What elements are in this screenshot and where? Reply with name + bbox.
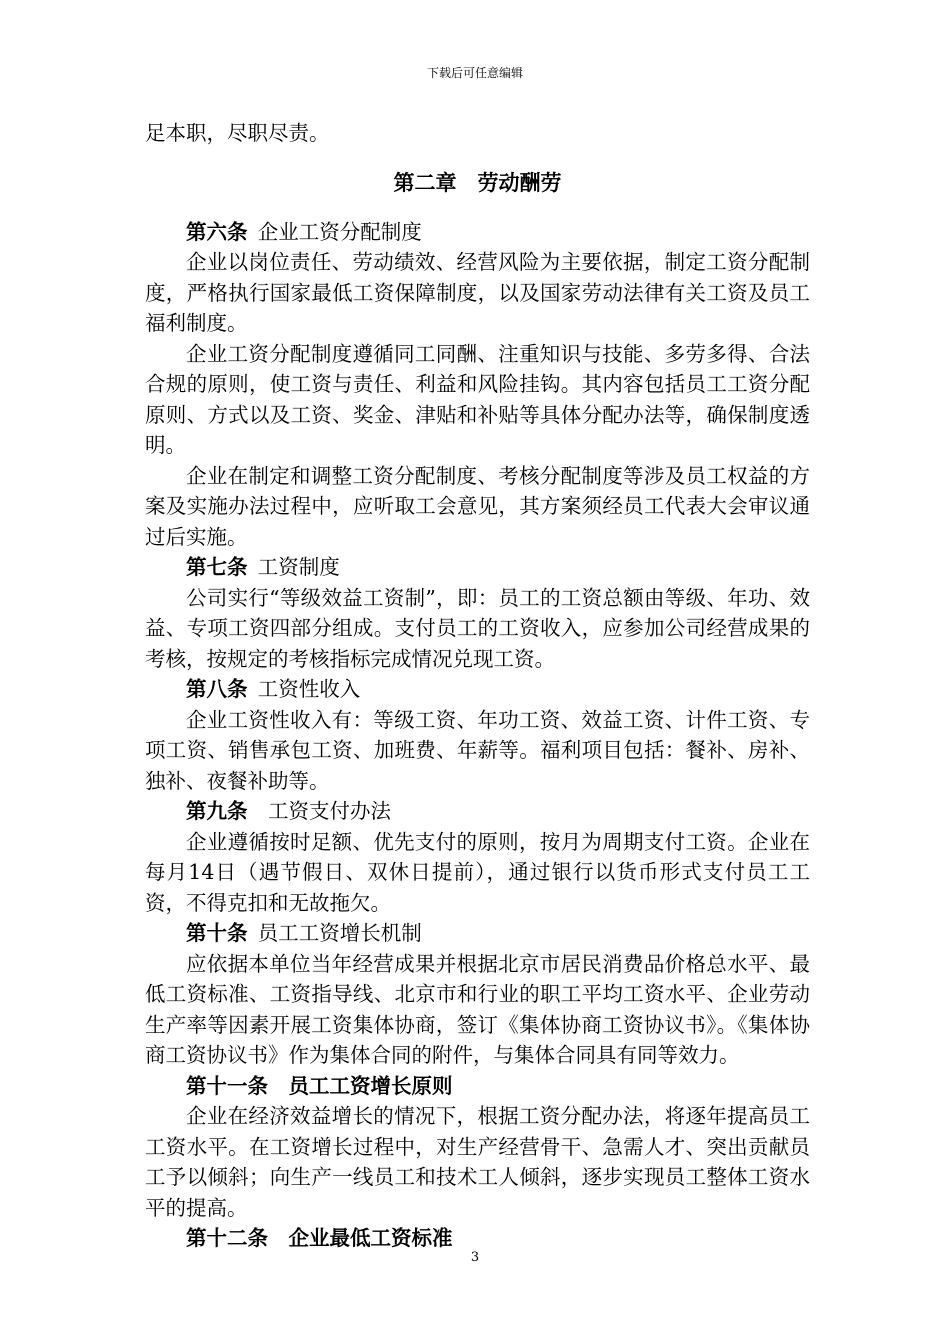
article-number: 第十一条 <box>186 1073 268 1098</box>
article-paragraph: 企业在制定和调整工资分配制度、考核分配制度等涉及员工权益的方案及实施办法过程中，应听取工会意见，其方案须经员工代表大会审议通过后实施。 <box>145 463 810 549</box>
article-number: 第七条 <box>186 555 248 579</box>
article-paragraph: 企业工资性收入有：等级工资、年功工资、效益工资、计件工资、专项工资、销售承包工资、加班费、年薪等。福利项目包括：餐补、房补、独补、夜餐补助等。 <box>145 707 810 793</box>
article-paragraph: 企业以岗位责任、劳动绩效、经营风险为主要依据，制定工资分配制度，严格执行国家最低工资保障制度，以及国家劳动法律有关工资及员工福利制度。 <box>145 250 810 335</box>
article-number: 第六条 <box>186 219 248 244</box>
article-title: 企业最低工资标准 <box>288 1226 453 1250</box>
article-heading <box>145 796 810 827</box>
chapter-title: 第二章 劳动酬劳 <box>393 169 562 195</box>
article-number: 第九条 <box>186 799 248 823</box>
article-paragraph: 公司实行“等级效益工资制”，即：员工的工资总额由等级、年功、效益、专项工资四部分组成。支付员工的工资收入，应参加公司经营成果的考核，按规定的考核指标完成情况兑现工资。 <box>145 585 810 671</box>
article-title: 员工工资增长机制 <box>257 921 422 945</box>
page-number: 3 <box>470 1250 480 1265</box>
article-title: 企业工资分配制度 <box>257 219 422 244</box>
article-heading <box>145 918 810 949</box>
page-header: 下载后可任意编辑 <box>426 66 523 80</box>
article-title: 员工工资增长原则 <box>288 1073 453 1098</box>
article-heading <box>145 674 810 705</box>
article-paragraph: 企业遵循按时足额、优先支付的原则，按月为周期支付工资。企业在每月14日（遇节假日、双休日提前），通过银行以货币形式支付员工工资，不得克扣和无故拖欠。 <box>145 829 810 915</box>
article-number: 第十二条 <box>186 1226 268 1250</box>
article-heading <box>145 1071 810 1102</box>
article-title: 工资支付办法 <box>268 799 391 823</box>
article-paragraph: 企业工资分配制度遵循同工同酬、注重知识与技能、多劳多得、合法合规的原则，使工资与责任、利益和风险挂钩。其内容包括员工工资分配原则、方式以及工资、奖金、津贴和补贴等具体分配办法等，确保制度透明。 <box>145 341 810 457</box>
lead-paragraph: 足本职，尽职尽责。 <box>145 121 330 145</box>
article-paragraph: 应依据本单位当年经营成果并根据北京市居民消费品价格总水平、最低工资标准、工资指导线、北京市和行业的职工平均工资水平、企业劳动生产率等因素开展工资集体协商，签订《集体协商工资协议书》。《集体协商工资协议书》作为集体合同的附件，与集体合同具有同等效力。 <box>145 951 810 1067</box>
article-paragraph: 企业在经济效益增长的情况下，根据工资分配办法，将逐年提高员工工资水平。在工资增长过程中，对生产经营骨干、急需人才、突出贡献员工予以倾斜；向生产一线员工和技术工人倾斜，逐步实现员工整体工资水平的提高。 <box>145 1104 810 1220</box>
article-number: 第八条 <box>186 677 248 701</box>
article-number: 第十条 <box>186 921 248 945</box>
article-title: 工资性收入 <box>257 677 361 701</box>
article-heading <box>145 552 810 583</box>
article-heading <box>145 1223 810 1254</box>
article-heading <box>145 217 810 248</box>
article-title: 工资制度 <box>257 555 340 579</box>
document-body <box>145 118 810 1254</box>
